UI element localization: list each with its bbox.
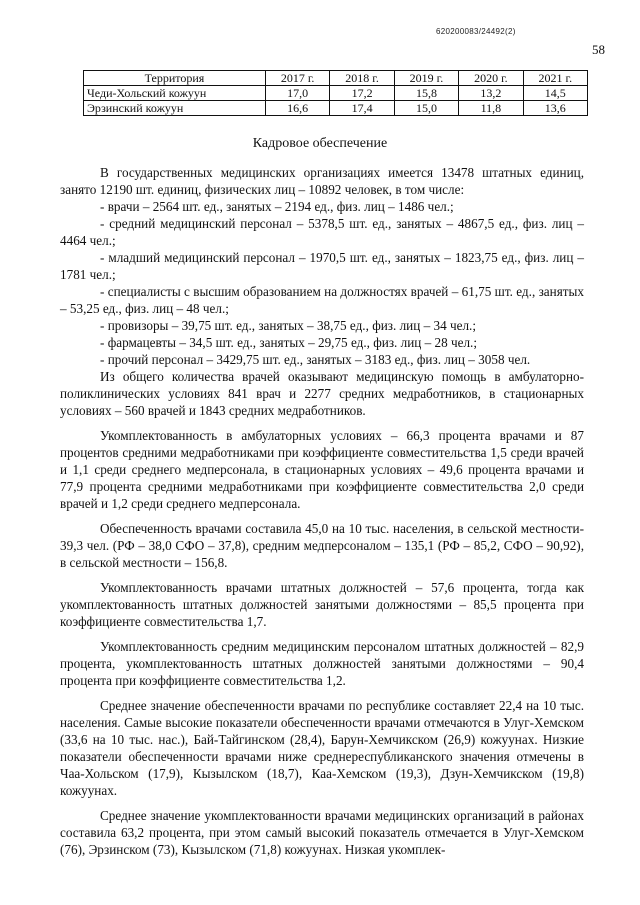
table-cell: 13,6: [523, 101, 587, 116]
table-header-row: [84, 71, 588, 86]
table-cell: 15,8: [394, 86, 458, 101]
document-number: 620200083/24492(2): [436, 27, 516, 36]
table-row: [84, 101, 588, 116]
column-header-2018: 2018 г.: [330, 71, 394, 86]
paragraph: Обеспеченность врачами составила 45,0 на 10 тыс. населения, в сельской местности- 39,3 чел. (РФ – 38,0 СФО – 37,8), средним медперсоналом – 135,1 (РФ – 85,2, СФО – 90,92), в сельской местности – 156,8.: [60, 521, 584, 570]
column-header-2019: 2019 г.: [394, 71, 458, 86]
table-cell: 15,0: [394, 101, 458, 116]
table-cell: 17,0: [265, 86, 329, 101]
table-cell: 13,2: [459, 86, 523, 101]
list-item: - провизоры – 39,75 шт. ед., занятых – 38,75 ед., физ. лиц – 34 чел.;: [100, 318, 476, 333]
paragraph: Среднее значение обеспеченности врачами по республике составляет 22,4 на 10 тыс. населения. Самые высокие показатели обеспеченности врачами отмечаются в Улуг-Хемском (33,6 на 10 тыс. нас.), Бай-Тайгинском (28,4), Барун-Хемчикском (26,9) кожуунах. Низкие показатели обеспеченности врачами ниже среднереспубликанского значения отмечены в Чаа-Хольском (17,9), Кызылском (18,7), Каа-Хемском (19,3), Дзун-Хемчикском (19,8) кожуунах.: [60, 698, 584, 798]
paragraph: Укомплектованность средним медицинским персоналом штатных должностей – 82,9 процента, укомплектованность штатных должностей занятыми должностями – 90,4 процента при коэффициенте совместительства 1,2.: [60, 639, 584, 688]
paragraph: Из общего количества врачей оказывают медицинскую помощь в амбулаторно-поликлинических условиях 841 врач и 2277 средних медработников, в стационарных условиях – 560 врачей и 1843 средних медработников.: [60, 369, 584, 418]
table-cell: 17,2: [330, 86, 394, 101]
column-header-2021: 2021 г.: [523, 71, 587, 86]
column-header-2017: 2017 г.: [265, 71, 329, 86]
column-header-territory: Территория: [84, 71, 266, 86]
table-cell: 16,6: [265, 101, 329, 116]
list-item: - специалисты с высшим образованием на должностях врачей – 61,75 шт. ед., занятых – 53,25 ед., физ. лиц – 48 чел.;: [60, 284, 584, 316]
list-item: - младший медицинский персонал – 1970,5 шт. ед., занятых – 1823,75 ед., физ. лиц – 1781 чел.;: [60, 250, 584, 282]
table-cell: 11,8: [459, 101, 523, 116]
table-cell: 14,5: [523, 86, 587, 101]
page-number: 58: [592, 42, 605, 57]
list-item: - фармацевты – 34,5 шт. ед., занятых – 29,75 ед., физ. лиц – 28 чел.;: [100, 335, 478, 350]
body-text: [60, 164, 584, 858]
paragraph: Укомплектованность врачами штатных должностей – 57,6 процента, тогда как укомплектованность штатных должностей занятыми должностями – 85,5 процента при коэффициенте совместительства 1,7.: [60, 580, 584, 629]
list-item: - прочий персонал – 3429,75 шт. ед., занятых – 3183 ед., физ. лиц – 3058 чел.: [100, 352, 531, 367]
paragraph-intro: В государственных медицинских организациях имеется 13478 штатных единиц, занято 12190 шт. единиц, физических лиц – 10892 человек, в том числе:: [60, 165, 584, 197]
list-item: - средний медицинский персонал – 5378,5 шт. ед., занятых – 4867,5 ед., физ. лиц – 4464 чел.;: [60, 216, 584, 248]
row-name: Эрзинский кожуун: [84, 101, 266, 116]
territory-table: [83, 70, 588, 116]
paragraph: Укомплектованность в амбулаторных условиях – 66,3 процента врачами и 87 процентов средними медработниками при коэффициенте совместительства 1,5 среди врачей и 1,1 среди среднего медперсонала, в стационарных условиях – 49,6 процента врачами и 77,9 процента средними медработниками при коэффициенте совместительства 2,0 среди врачей и 1,2 среди среднего медперсонала.: [60, 428, 584, 511]
section-title: Кадровое обеспечение: [252, 136, 388, 151]
column-header-2020: 2020 г.: [459, 71, 523, 86]
list-item: - врачи – 2564 шт. ед., занятых – 2194 ед., физ. лиц – 1486 чел.;: [100, 199, 454, 214]
row-name: Чеди-Хольский кожуун: [84, 86, 266, 101]
paragraph: Среднее значение укомплектованности врачами медицинских организаций в районах составила 63,2 процента, при этом самый высокий показатель отмечается в Улуг-Хемском (76), Эрзинском (73), Кызылском (71,8) кожуунах. Низкая укомплек-: [60, 808, 584, 857]
table-cell: 17,4: [330, 101, 394, 116]
table-row: [84, 86, 588, 101]
